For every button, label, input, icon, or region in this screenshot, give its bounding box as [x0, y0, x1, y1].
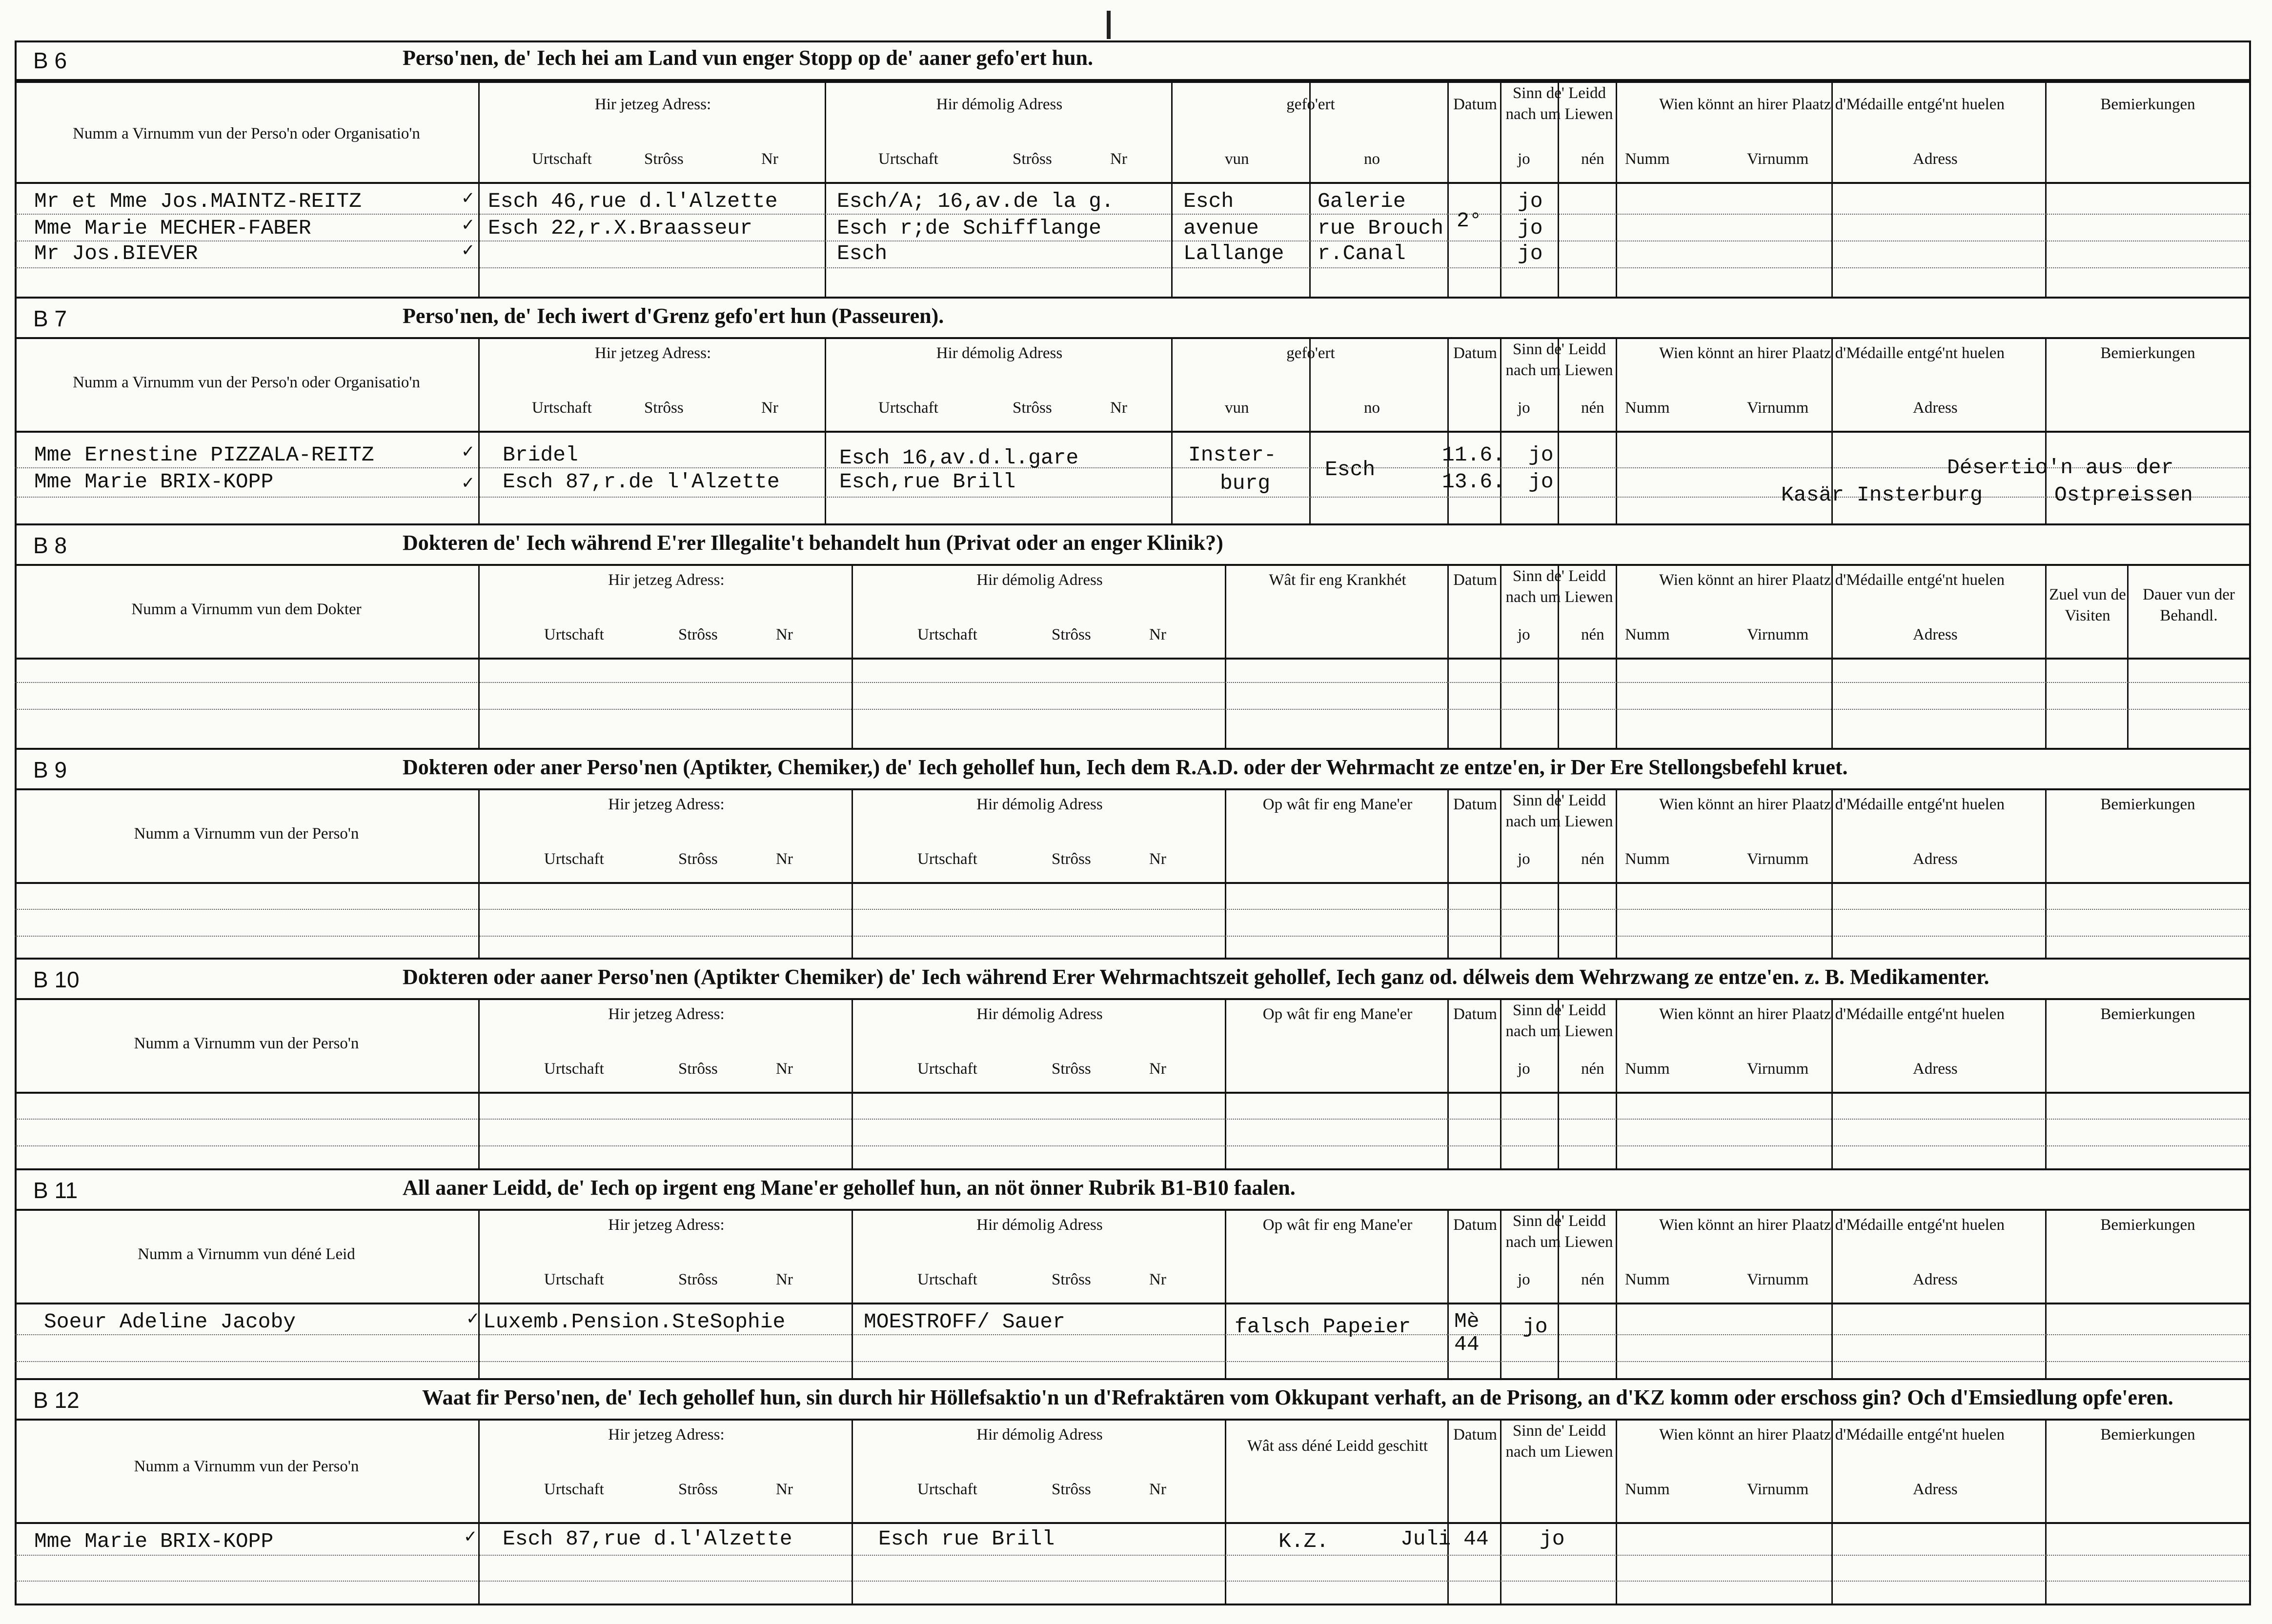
entry-alive-yes: jo	[1540, 1527, 1565, 1551]
col-medal-name	[1617, 998, 1833, 1168]
col-current-address	[480, 564, 853, 748]
entry-from: Lallange	[1183, 241, 1284, 265]
col-header-manner: Op wât fir eng Mane'er	[1262, 796, 1413, 813]
check-mark: ✓	[461, 474, 475, 492]
sub-nen: nén	[1581, 150, 1604, 168]
section-title: All aaner Leidd, de' Iech op irgent eng Mane'er gehollef hun, an nöt önner Rubrik B1-B10 faalen.	[403, 1176, 1296, 1200]
sub-stross: Strôss	[678, 1060, 718, 1078]
check-mark: ✓	[464, 1527, 478, 1546]
entry-name: Soeur Adeline Jacoby	[44, 1310, 296, 1334]
col-header-name: Numm a Virnumm vun der Perso'n	[134, 1035, 359, 1052]
sub-stross: Strôss	[678, 850, 718, 868]
section-code: B 10	[33, 967, 80, 992]
col-medal-name	[1617, 1419, 1833, 1604]
col-manner	[1226, 788, 1449, 958]
col-header-remarks: Bemierkungen	[2100, 1426, 2195, 1444]
col-header-date: Datum	[1453, 344, 1497, 362]
col-date	[1449, 564, 1501, 748]
entry-old-address: Esch	[837, 241, 888, 265]
entry-old-address: MOESTROFF/ Sauer	[864, 1310, 1065, 1334]
entry-from: Inster-	[1188, 443, 1277, 467]
sub-nen: nén	[1581, 626, 1604, 643]
col-header-name: Numm a Virnumm vun dem Dokter	[131, 601, 362, 618]
sub-virnumm: Virnumm	[1747, 626, 1809, 643]
sub-jo: jo	[1518, 150, 1530, 168]
col-header-medal: Wien könnt an hirer Plaatz d'Médaille entgé'nt huelen	[1659, 344, 2005, 362]
sub-nr: Nr	[776, 1481, 793, 1498]
col-header-alive: Sinn de' Leidd nach um Liewen	[1505, 1422, 1613, 1461]
col-header-date: Datum	[1453, 1005, 1497, 1023]
sub-nr: Nr	[776, 626, 793, 643]
row-rule	[15, 214, 2249, 215]
sub-urtschaft: Urtschaft	[917, 1481, 977, 1498]
col-medal-address	[1833, 788, 2047, 958]
col-header-medal: Wien könnt an hirer Plaatz d'Médaille entgé'nt huelen	[1659, 1005, 2005, 1023]
section-banner	[15, 1168, 2249, 1211]
col-what-happened	[1226, 1419, 1449, 1604]
row-rule	[15, 1361, 2249, 1362]
entry-current-address: Esch 87,rue d.l'Alzette	[503, 1527, 792, 1551]
col-header-date: Datum	[1453, 571, 1497, 589]
sub-numm: Numm	[1625, 850, 1670, 868]
sub-nr: Nr	[1110, 150, 1127, 168]
section-banner	[15, 1378, 2249, 1421]
entry-manner: falsch Papeier	[1235, 1315, 1411, 1339]
section-code: B 6	[33, 48, 67, 73]
col-current-address	[480, 337, 826, 523]
sub-stross: Strôss	[1052, 1060, 1091, 1078]
section-code: B 11	[33, 1178, 78, 1203]
col-header-remarks: Bemierkungen	[2100, 344, 2195, 362]
entry-alive-yes: jo	[1522, 1315, 1548, 1339]
entry-date: Mè 44	[1454, 1309, 1480, 1357]
section-b8	[15, 523, 2249, 748]
col-old-address	[853, 788, 1226, 958]
col-to	[1311, 337, 1449, 523]
col-illness	[1226, 564, 1449, 748]
header-bottom-rule	[15, 431, 2249, 433]
entry-remark: Désertio'n aus der	[1947, 456, 2174, 480]
entry-to: Esch	[1325, 458, 1376, 481]
sub-urtschaft: Urtschaft	[917, 1060, 977, 1078]
sub-urtschaft: Urtschaft	[544, 1271, 604, 1288]
col-header-date: Datum	[1453, 1426, 1497, 1444]
section-b6	[15, 40, 2249, 297]
entry-old-address: Esch r;de Schifflange	[837, 216, 1101, 240]
col-header-current-address: Hir jetzeg Adress:	[608, 1216, 725, 1234]
entry-from: avenue	[1183, 216, 1259, 240]
col-header-date: Datum	[1453, 1216, 1497, 1234]
col-header-visits: Zuel vun de Visiten	[2049, 586, 2126, 624]
sub-nr: Nr	[776, 1060, 793, 1078]
col-jo	[1501, 337, 1559, 523]
sub-adress: Adress	[1913, 399, 1958, 417]
col-header-date: Datum	[1453, 796, 1497, 813]
entry-from: burg	[1220, 471, 1271, 495]
sub-jo: jo	[1518, 850, 1530, 868]
section-banner	[15, 523, 2249, 566]
col-nen	[1559, 337, 1617, 523]
col-header-date: Datum	[1453, 96, 1497, 113]
col-header-current-address: Hir jetzeg Adress:	[608, 1426, 725, 1444]
row-rule	[15, 682, 2249, 683]
col-jo	[1501, 1209, 1559, 1378]
sub-urtschaft: Urtschaft	[878, 150, 938, 168]
sub-urtschaft: Urtschaft	[532, 399, 592, 417]
section-banner	[15, 40, 2249, 81]
col-nen	[1559, 998, 1617, 1168]
sub-numm: Numm	[1625, 1060, 1670, 1078]
col-current-address	[480, 788, 853, 958]
col-old-address	[853, 1209, 1226, 1378]
col-header-old-address: Hir démolig Adress	[976, 796, 1103, 813]
row-rule	[15, 1145, 2249, 1146]
sub-urtschaft: Urtschaft	[878, 399, 938, 417]
header-bottom-rule	[15, 1092, 2249, 1094]
sub-stross: Strôss	[678, 1271, 718, 1288]
row-rule	[15, 1555, 2249, 1556]
sub-nr: Nr	[776, 1271, 793, 1288]
sub-numm: Numm	[1625, 1481, 1670, 1498]
col-header-alive: Sinn de' Leidd nach um Liewen	[1505, 792, 1613, 830]
sub-nen: nén	[1581, 850, 1604, 868]
sub-adress: Adress	[1913, 1271, 1958, 1288]
entry-what-happened: K.Z.	[1278, 1529, 1329, 1553]
section-b7	[15, 297, 2249, 523]
entry-to: Galerie	[1318, 189, 1406, 213]
sub-adress: Adress	[1913, 1481, 1958, 1498]
col-header-manner: Op wât fir eng Mane'er	[1262, 1005, 1413, 1023]
check-mark: ✓	[461, 241, 475, 260]
row-rule	[15, 709, 2249, 710]
entry-remark: Ostpreissen	[2054, 483, 2193, 507]
entry-name: Mme Marie BRIX-KOPP	[34, 1529, 274, 1553]
col-name	[15, 337, 480, 523]
entry-date: 2°	[1457, 209, 1482, 233]
col-header-transported: gefo'ert	[1286, 344, 1335, 362]
header-bottom-rule	[15, 882, 2249, 884]
col-visits	[2047, 564, 2129, 748]
row-rule	[15, 267, 2249, 268]
section-b9	[15, 748, 2249, 958]
sub-stross: Strôss	[1052, 850, 1091, 868]
entry-name: Mme Ernestine PIZZALA-REITZ	[34, 443, 374, 467]
entry-medal-address: Kasär Insterburg	[1781, 483, 1983, 507]
col-header-remarks: Bemierkungen	[2100, 1005, 2195, 1023]
col-header-illness: Wât fir eng Krankhét	[1269, 571, 1406, 589]
sub-nen: nén	[1581, 1060, 1604, 1078]
sub-jo: jo	[1518, 399, 1530, 417]
col-medal-name	[1617, 788, 1833, 958]
entry-current-address: Bridel	[503, 443, 578, 467]
sub-urtschaft: Urtschaft	[544, 1481, 604, 1498]
entry-old-address: Esch rue Brill	[878, 1527, 1055, 1551]
col-current-address	[480, 998, 853, 1168]
check-mark: ✓	[466, 1309, 480, 1328]
col-alive	[1501, 1419, 1617, 1604]
col-header-current-address: Hir jetzeg Adress:	[594, 344, 711, 362]
col-header-current-address: Hir jetzeg Adress:	[608, 571, 725, 589]
col-name	[15, 1419, 480, 1604]
col-date	[1449, 337, 1501, 523]
entry-name: Mr et Mme Jos.MAINTZ-REITZ	[34, 189, 362, 213]
entry-name: Mme Marie BRIX-KOPP	[34, 470, 274, 494]
section-banner	[15, 748, 2249, 790]
row-rule	[15, 467, 2249, 468]
section-code: B 9	[33, 757, 67, 782]
col-header-name: Numm a Virnumm vun der Perso'n oder Organisatio'n	[73, 374, 420, 391]
col-header-transported: gefo'ert	[1286, 96, 1335, 113]
entry-current-address: Esch 22,r.X.Braasseur	[488, 216, 752, 240]
sub-numm: Numm	[1625, 399, 1670, 417]
col-header-name: Numm a Virnumm vun der Perso'n	[134, 825, 359, 842]
col-manner	[1226, 1209, 1449, 1378]
col-header-medal: Wien könnt an hirer Plaatz d'Médaille entgé'nt huelen	[1659, 1426, 2005, 1444]
check-mark: ✓	[461, 442, 475, 461]
col-jo	[1501, 564, 1559, 748]
col-header-name: Numm a Virnumm vun der Perso'n	[134, 1458, 359, 1475]
header-bottom-rule	[15, 658, 2249, 660]
col-header-name: Numm a Virnumm vun der Perso'n oder Organisatio'n	[73, 125, 420, 142]
col-from	[1173, 337, 1311, 523]
col-header-old-address: Hir démolig Adress	[976, 1005, 1103, 1023]
check-mark: ✓	[461, 216, 475, 234]
col-date	[1449, 998, 1501, 1168]
entry-alive-yes: jo	[1518, 241, 1543, 265]
sub-adress: Adress	[1913, 850, 1958, 868]
col-header-old-address: Hir démolig Adress	[976, 1216, 1103, 1234]
col-medal-address	[1833, 1209, 2047, 1378]
col-name	[15, 788, 480, 958]
col-header-alive: Sinn de' Leidd nach um Liewen	[1505, 567, 1613, 606]
sub-nr: Nr	[1149, 1060, 1166, 1078]
sub-nr: Nr	[1149, 1271, 1166, 1288]
section-code: B 7	[33, 306, 67, 331]
col-header-duration: Dauer vun der Behandl.	[2143, 586, 2235, 624]
col-header-medal: Wien könnt an hirer Plaatz d'Médaille entgé'nt huelen	[1659, 96, 2005, 113]
entry-date: 11.6.	[1442, 443, 1505, 467]
col-nen	[1559, 81, 1617, 297]
section-code: B 12	[33, 1387, 80, 1413]
col-current-address	[480, 1209, 853, 1378]
sub-virnumm: Virnumm	[1747, 850, 1809, 868]
sub-numm: Numm	[1625, 1271, 1670, 1288]
col-header-alive: Sinn de' Leidd nach um Liewen	[1505, 84, 1613, 123]
section-banner	[15, 297, 2249, 339]
col-date	[1449, 81, 1501, 297]
check-mark: ✓	[461, 189, 475, 207]
col-old-address	[853, 998, 1226, 1168]
col-date	[1449, 1419, 1501, 1604]
entry-name: Mme Marie MECHER-FABER	[34, 216, 311, 240]
sub-stross: Strôss	[1052, 626, 1091, 643]
row-rule	[15, 1581, 2249, 1582]
sub-numm: Numm	[1625, 150, 1670, 168]
sub-nr: Nr	[776, 850, 793, 868]
section-title: Perso'nen, de' Iech hei am Land vun enger Stopp op de' aaner gefo'ert hun.	[403, 46, 1094, 70]
col-old-address	[853, 1419, 1226, 1604]
entry-from: Esch	[1183, 189, 1234, 213]
entry-date: Juli 44	[1400, 1527, 1489, 1551]
col-header-remarks: Bemierkungen	[2100, 96, 2195, 113]
header-bottom-rule	[15, 1522, 2249, 1524]
sub-adress: Adress	[1913, 150, 1958, 168]
col-header-medal: Wien könnt an hirer Plaatz d'Médaille entgé'nt huelen	[1659, 1216, 2005, 1234]
col-medal-address	[1833, 81, 2047, 297]
section-title: Dokteren oder aaner Perso'nen (Aptikter Chemiker) de' Iech während Erer Wehrmachtszeit gehollef, Iech ganz od. délweis dem Wehrzwang ze entze'en. z. B. Medikamenter.	[403, 965, 1989, 989]
col-name	[15, 1209, 480, 1378]
col-medal-address	[1833, 998, 2047, 1168]
col-header-what-happened: Wât ass déné Leidd geschitt	[1247, 1437, 1428, 1455]
entry-alive-yes: jo	[1528, 443, 1554, 467]
col-medal-address	[1833, 564, 2047, 748]
col-old-address	[826, 337, 1173, 523]
entry-current-address: Luxemb.Pension.SteSophie	[483, 1310, 786, 1334]
header-bottom-rule	[15, 1303, 2249, 1304]
sub-urtschaft: Urtschaft	[917, 626, 977, 643]
section-b12	[15, 1378, 2249, 1604]
sub-virnumm: Virnumm	[1747, 1060, 1809, 1078]
sub-urtschaft: Urtschaft	[544, 850, 604, 868]
sub-virnumm: Virnumm	[1747, 1481, 1809, 1498]
col-manner	[1226, 998, 1449, 1168]
sub-jo: jo	[1518, 626, 1530, 643]
col-old-address	[853, 564, 1226, 748]
entry-old-address: Esch/A; 16,av.de la g.	[837, 189, 1114, 213]
col-header-current-address: Hir jetzeg Adress:	[594, 96, 711, 113]
entry-name: Mr Jos.BIEVER	[34, 241, 198, 265]
sub-nr: Nr	[1110, 399, 1127, 417]
col-header-remarks: Bemierkungen	[2100, 1216, 2195, 1234]
row-rule	[15, 936, 2249, 937]
col-name	[15, 564, 480, 748]
section-code: B 8	[33, 533, 67, 558]
col-nen	[1559, 564, 1617, 748]
sub-virnumm: Virnumm	[1747, 1271, 1809, 1288]
col-header-alive: Sinn de' Leidd nach um Liewen	[1505, 1212, 1613, 1251]
entry-alive-yes: jo	[1528, 470, 1554, 494]
col-header-medal: Wien könnt an hirer Plaatz d'Médaille entgé'nt huelen	[1659, 571, 2005, 589]
col-header-medal: Wien könnt an hirer Plaatz d'Médaille entgé'nt huelen	[1659, 796, 2005, 813]
col-header-name: Numm a Virnumm vun déné Leid	[138, 1245, 355, 1263]
sub-nen: nén	[1581, 1271, 1604, 1288]
entry-old-address: Esch,rue Brill	[839, 470, 1016, 494]
col-medal-name	[1617, 81, 1833, 297]
sub-urtschaft: Urtschaft	[917, 1271, 977, 1288]
section-title: Dokteren oder aner Perso'nen (Aptikter, Chemiker,) de' Iech gehollef hun, Iech dem R.A.D. oder der Wehrmacht ze entze'en, ir Der Ere Stellongsbefehl kruet.	[403, 755, 1848, 779]
sub-nr: Nr	[761, 150, 778, 168]
section-title: Waat fir Perso'nen, de' Iech gehollef hun, sin durch hir Höllefsaktio'n un d'Refraktären vom Okkupant verhaft, an de Prisong, an d'KZ komm oder erschoss gin? Och d'Emsiedlung opfe'eren.	[422, 1385, 2173, 1409]
col-current-address	[480, 81, 826, 297]
sub-numm: Numm	[1625, 626, 1670, 643]
sub-no: no	[1364, 150, 1380, 168]
col-name	[15, 998, 480, 1168]
col-medal-name	[1617, 1209, 1833, 1378]
row-rule	[15, 909, 2249, 910]
top-margin-mark	[1107, 11, 1111, 39]
sub-virnumm: Virnumm	[1747, 150, 1809, 168]
col-header-old-address: Hir démolig Adress	[936, 344, 1063, 362]
sub-jo: jo	[1518, 1060, 1530, 1078]
sub-stross: Strôss	[644, 399, 684, 417]
section-banner	[15, 958, 2249, 1000]
section-b10	[15, 958, 2249, 1168]
entry-current-address: Esch 87,r.de l'Alzette	[503, 470, 780, 494]
sub-nr: Nr	[1149, 626, 1166, 643]
row-rule	[15, 1334, 2249, 1335]
sub-jo: jo	[1518, 1271, 1530, 1288]
col-date	[1449, 788, 1501, 958]
sub-urtschaft: Urtschaft	[544, 626, 604, 643]
entry-to: rue Brouch	[1318, 216, 1444, 240]
sub-adress: Adress	[1913, 1060, 1958, 1078]
col-jo	[1501, 998, 1559, 1168]
sub-nr: Nr	[1149, 1481, 1166, 1498]
col-header-old-address: Hir démolig Adress	[936, 96, 1063, 113]
sub-no: no	[1364, 399, 1380, 417]
sub-adress: Adress	[1913, 626, 1958, 643]
col-nen	[1559, 788, 1617, 958]
sub-virnumm: Virnumm	[1747, 399, 1809, 417]
sub-stross: Strôss	[678, 626, 718, 643]
col-header-old-address: Hir démolig Adress	[976, 571, 1103, 589]
sub-stross: Strôss	[1052, 1481, 1091, 1498]
entry-alive-yes: jo	[1518, 189, 1543, 213]
col-current-address	[480, 1419, 853, 1604]
sub-urtschaft: Urtschaft	[917, 850, 977, 868]
sub-stross: Strôss	[678, 1481, 718, 1498]
sub-nr: Nr	[1149, 850, 1166, 868]
sub-stross: Strôss	[1013, 399, 1052, 417]
sub-vun: vun	[1225, 150, 1249, 168]
col-nen	[1559, 1209, 1617, 1378]
entry-old-address: Esch 16,av.d.l.gare	[839, 446, 1079, 470]
col-header-remarks: Bemierkungen	[2100, 796, 2195, 813]
sub-vun: vun	[1225, 399, 1249, 417]
sub-stross: Strôss	[1013, 150, 1052, 168]
col-header-alive: Sinn de' Leidd nach um Liewen	[1505, 341, 1613, 379]
col-header-current-address: Hir jetzeg Adress:	[608, 796, 725, 813]
sub-stross: Strôss	[1052, 1271, 1091, 1288]
col-jo	[1501, 788, 1559, 958]
header-bottom-rule	[15, 182, 2249, 184]
entry-to: r.Canal	[1318, 241, 1406, 265]
section-title: Dokteren de' Iech während E'rer Illegalite't behandelt hun (Privat oder an enger Klinik?)	[403, 531, 1223, 555]
section-b11	[15, 1168, 2249, 1378]
col-header-old-address: Hir démolig Adress	[976, 1426, 1103, 1444]
sub-stross: Strôss	[644, 150, 684, 168]
entry-date: 13.6.	[1442, 470, 1505, 494]
col-medal-name	[1617, 564, 1833, 748]
row-rule	[15, 1119, 2249, 1120]
col-header-manner: Op wât fir eng Mane'er	[1262, 1216, 1413, 1234]
sub-nr: Nr	[761, 399, 778, 417]
sub-urtschaft: Urtschaft	[544, 1060, 604, 1078]
col-header-alive: Sinn de' Leidd nach um Liewen	[1505, 1002, 1613, 1040]
sub-urtschaft: Urtschaft	[532, 150, 592, 168]
entry-current-address: Esch 46,rue d.l'Alzette	[488, 189, 778, 213]
col-header-current-address: Hir jetzeg Adress:	[608, 1005, 725, 1023]
sub-nen: nén	[1581, 399, 1604, 417]
entry-alive-yes: jo	[1518, 216, 1543, 240]
col-medal-address	[1833, 1419, 2047, 1604]
section-title: Perso'nen, de' Iech iwert d'Grenz gefo'ert hun (Passeuren).	[403, 304, 944, 328]
